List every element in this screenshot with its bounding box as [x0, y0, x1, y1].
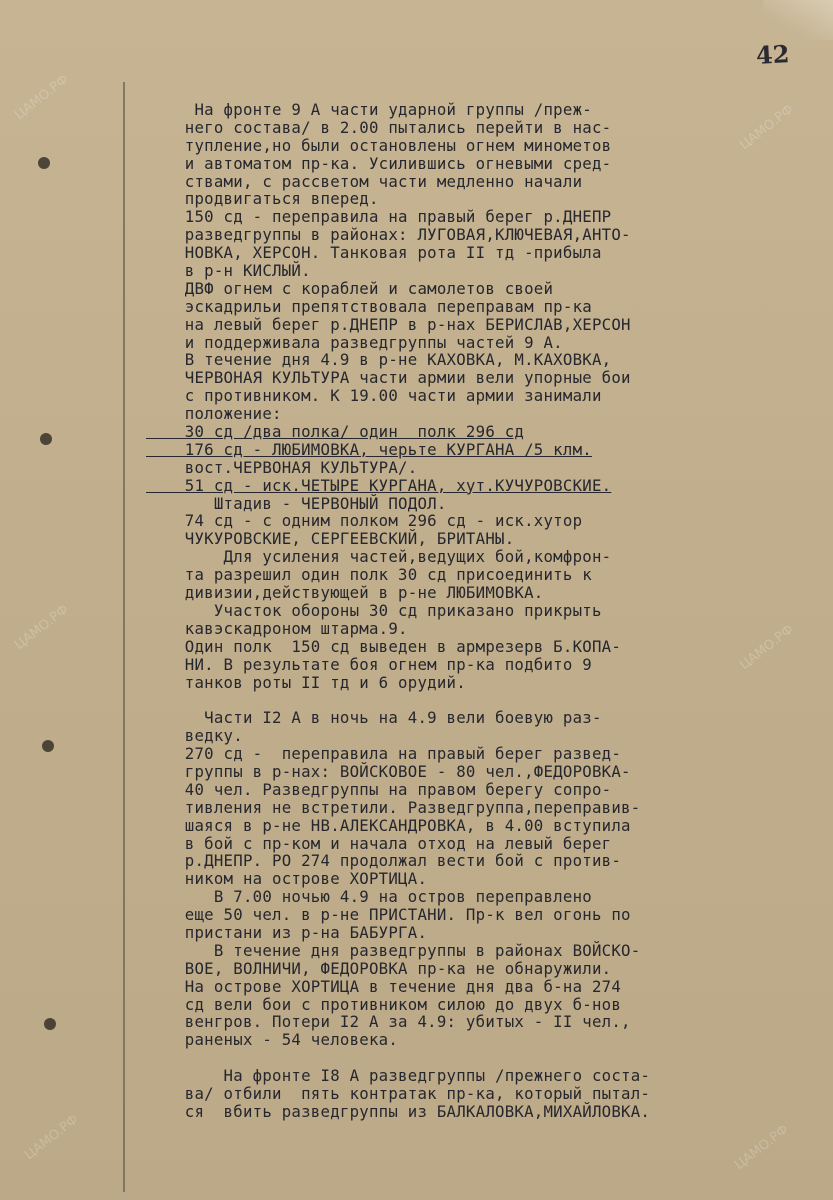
- punch-hole: [44, 1018, 56, 1030]
- watermark: ЦАМО.РФ: [732, 1122, 792, 1173]
- text-line: ведку.: [146, 726, 243, 746]
- watermark: ЦАМО.РФ: [12, 72, 72, 123]
- text-line: в р-н КИСЛЫЙ.: [146, 261, 311, 281]
- text-line: ся вбить разведгруппы из БАЛКАЛОВКА,МИХАЙЛОВКА.: [146, 1101, 651, 1121]
- text-line: положение:: [146, 404, 282, 424]
- text-line: В течение дня 4.9 в р-не КАХОВКА, М.КАХОВКА,: [146, 350, 612, 370]
- text-line: еще 50 чел. в р-не ПРИСТАНИ. Пр-к вел огонь по: [146, 905, 631, 925]
- text-line: Для усиления частей,ведущих бой,комфрон-: [146, 547, 612, 567]
- watermark: ЦАМО.РФ: [737, 622, 797, 673]
- text-line: ВОЕ, ВОЛНИЧИ, ФЕДОРОВКА пр-ка не обнаружили.: [146, 958, 612, 978]
- text-line: и поддерживала разведгруппы частей 9 А.: [146, 332, 563, 352]
- text-line: На острове ХОРТИЦА в течение дня два б-на 274: [146, 976, 622, 996]
- text-line: в бой с пр-ком и начала отход на левый берег: [146, 833, 612, 853]
- typed-report-text: [146, 101, 766, 1121]
- text-line: [146, 1049, 766, 1067]
- text-line: ва/ отбили пять контратак пр-ка, который пытал-: [146, 1083, 651, 1103]
- text-line: В 7.00 ночью 4.9 на остров переправлено: [146, 887, 592, 907]
- text-line: [146, 691, 766, 709]
- text-line: разведгруппы в районах: ЛУГОВАЯ,КЛЮЧЕВАЯ,АНТО-: [146, 225, 631, 245]
- margin-line: [123, 82, 125, 1192]
- text-line: вост.ЧЕРВОНАЯ КУЛЬТУРА/.: [146, 457, 418, 477]
- text-line: Штадив - ЧЕРВОНЫЙ ПОДОЛ.: [146, 493, 447, 513]
- text-line: 51 сд - иск.ЧЕТЫРЕ КУРГАНА, хут.КУЧУРОВСКИЕ.: [146, 475, 612, 495]
- text-line: Участок обороны 30 сд приказано прикрыть: [146, 600, 602, 620]
- text-line: и автоматом пр-ка. Усилившись огневыми сред-: [146, 153, 612, 173]
- text-line: раненых - 54 человека.: [146, 1030, 399, 1050]
- text-line: ствами, с рассветом части медленно начали: [146, 171, 583, 191]
- text-line: 150 сд - переправила на правый берег р.ДНЕПР: [146, 207, 612, 227]
- text-line: шаяся в р-не НВ.АЛЕКСАНДРОВКА, в 4.00 вступила: [146, 815, 631, 835]
- text-line: 74 сд - с одним полком 296 сд - иск.хутор: [146, 511, 583, 531]
- watermark: ЦАМО.РФ: [22, 1112, 82, 1163]
- text-line: ЧУКУРОВСКИЕ, СЕРГЕЕВСКИЙ, БРИТАНЫ.: [146, 529, 515, 549]
- text-line: Части I2 А в ночь на 4.9 вели боевую раз-: [146, 708, 602, 728]
- page-number: 42: [755, 39, 791, 70]
- text-line: На фронте 9 А части ударной группы /преж-: [146, 100, 592, 119]
- text-line: венгров. Потери I2 А за 4.9: убитых - II чел.,: [146, 1012, 631, 1032]
- text-line: тупление,но были остановлены огнем минометов: [146, 135, 612, 155]
- text-line: ДВФ огнем с кораблей и самолетов своей: [146, 278, 554, 298]
- punch-hole: [42, 740, 54, 752]
- text-line: НИ. В результате боя огнем пр-ка подбито 9: [146, 654, 592, 674]
- text-line: дивизии,действующей в р-не ЛЮБИМОВКА.: [146, 583, 544, 603]
- text-line: группы в р-нах: ВОЙСКОВОЕ - 80 чел.,ФЕДОРОВКА-: [146, 761, 631, 781]
- text-line: пристани из р-на БАБУРГА.: [146, 922, 428, 942]
- text-line: ником на острове ХОРТИЦА.: [146, 869, 428, 889]
- text-line: р.ДНЕПР. РО 274 продолжал вести бой с против-: [146, 851, 622, 871]
- text-line: с противником. К 19.00 части армии занимали: [146, 386, 602, 406]
- text-line: кавэскадроном штарма.9.: [146, 618, 408, 638]
- watermark: ЦАМО.РФ: [12, 602, 72, 653]
- paper-corner: [763, 0, 833, 40]
- text-line: тивления не встретили. Разведгруппа,переправив-: [146, 797, 641, 817]
- text-line: На фронте I8 А разведгруппы /прежнего соста-: [146, 1066, 651, 1086]
- text-line: 30 сд /два полка/ один полк 296 сд: [146, 422, 525, 442]
- text-line: та разрешил один полк 30 сд присоединить к: [146, 565, 592, 585]
- text-line: сд вели бои с противником силою до двух б-нов: [146, 994, 622, 1014]
- text-line: ЧЕРВОНАЯ КУЛЬТУРА части армии вели упорные бои: [146, 368, 631, 388]
- text-line: эскадрильи препятствовала переправам пр-ка: [146, 296, 592, 316]
- text-line: продвигаться вперед.: [146, 189, 379, 209]
- text-line: 40 чел. Разведгруппы на правом берегу сопро-: [146, 779, 612, 799]
- punch-hole: [40, 433, 52, 445]
- watermark: ЦАМО.РФ: [737, 102, 797, 153]
- text-line: НОВКА, ХЕРСОН. Танковая рота II тд -прибыла: [146, 243, 602, 263]
- text-line: на левый берег р.ДНЕПР в р-нах БЕРИСЛАВ,ХЕРСОН: [146, 314, 631, 334]
- text-line: Один полк 150 сд выведен в армрезерв Б.КОПА-: [146, 636, 622, 656]
- text-line: 270 сд - переправила на правый берег развед-: [146, 744, 622, 764]
- text-line: танков роты II тд и 6 орудий.: [146, 672, 466, 692]
- text-line: В течение дня разведгруппы в районах ВОЙСКО-: [146, 940, 641, 960]
- text-line: него состава/ в 2.00 пытались перейти в нас-: [146, 117, 612, 137]
- punch-hole: [38, 157, 50, 169]
- text-line: 176 сд - ЛЮБИМОВКА, черьте КУРГАНА /5 клм.: [146, 439, 592, 459]
